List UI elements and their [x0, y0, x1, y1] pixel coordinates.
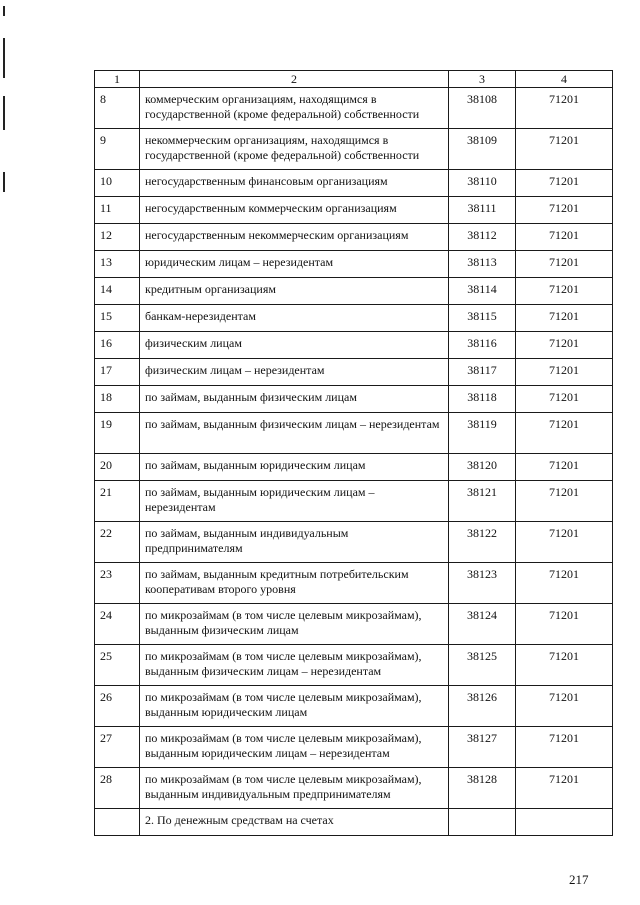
row-symbol: 71201 — [516, 768, 613, 809]
row-number: 14 — [95, 278, 140, 305]
row-name: некоммерческим организациям, находящимся в государственной (кроме федеральной) собственности — [140, 129, 449, 170]
row-name: коммерческим организациям, находящимся в государственной (кроме федеральной) собственности — [140, 88, 449, 129]
row-account: 38115 — [449, 305, 516, 332]
table-row — [95, 454, 613, 481]
row-symbol: 71201 — [516, 413, 613, 454]
row-account: 38124 — [449, 604, 516, 645]
row-number: 26 — [95, 686, 140, 727]
header-col-4: 4 — [516, 71, 613, 88]
row-account: 38108 — [449, 88, 516, 129]
table-row — [95, 224, 613, 251]
header-col-3: 3 — [449, 71, 516, 88]
row-symbol: 71201 — [516, 645, 613, 686]
row-number: 27 — [95, 727, 140, 768]
row-account: 38122 — [449, 522, 516, 563]
table-row — [95, 522, 613, 563]
page-number: 217 — [569, 872, 589, 887]
row-symbol: 71201 — [516, 278, 613, 305]
row-symbol: 71201 — [516, 359, 613, 386]
row-name: по микрозаймам (в том числе целевым микрозаймам), выданным физическим лицам — [140, 604, 449, 645]
row-name: по займам, выданным кредитным потребительским кооперативам второго уровня — [140, 563, 449, 604]
row-name: физическим лицам — [140, 332, 449, 359]
table-row — [95, 278, 613, 305]
table-row — [95, 251, 613, 278]
row-account: 38126 — [449, 686, 516, 727]
row-account: 38121 — [449, 481, 516, 522]
row-number: 20 — [95, 454, 140, 481]
row-number: 21 — [95, 481, 140, 522]
row-number: 11 — [95, 197, 140, 224]
row-account: 38125 — [449, 645, 516, 686]
row-account: 38110 — [449, 170, 516, 197]
row-number: 19 — [95, 413, 140, 454]
row-account: 38116 — [449, 332, 516, 359]
row-account: 38111 — [449, 197, 516, 224]
row-symbol: 71201 — [516, 604, 613, 645]
table-row — [95, 604, 613, 645]
row-number: 25 — [95, 645, 140, 686]
table-row — [95, 305, 613, 332]
table-row — [95, 768, 613, 809]
row-symbol: 71201 — [516, 727, 613, 768]
row-name: кредитным организациям — [140, 278, 449, 305]
row-symbol: 71201 — [516, 224, 613, 251]
row-name: по займам, выданным физическим лицам — [140, 386, 449, 413]
row-name: по микрозаймам (в том числе целевым микрозаймам), выданным юридическим лицам – нерезидентам — [140, 727, 449, 768]
section-heading: 2. По денежным средствам на счетах — [140, 809, 449, 836]
table-header-row — [95, 71, 613, 88]
row-number: 24 — [95, 604, 140, 645]
row-symbol — [516, 809, 613, 836]
row-name: по займам, выданным физическим лицам – нерезидентам — [140, 413, 449, 454]
row-name: по займам, выданным юридическим лицам — [140, 454, 449, 481]
row-name: по займам, выданным индивидуальным предпринимателям — [140, 522, 449, 563]
row-name: негосударственным некоммерческим организациям — [140, 224, 449, 251]
row-symbol: 71201 — [516, 454, 613, 481]
header-col-2: 2 — [140, 71, 449, 88]
row-number: 18 — [95, 386, 140, 413]
row-account: 38120 — [449, 454, 516, 481]
row-account: 38127 — [449, 727, 516, 768]
row-name: по займам, выданным юридическим лицам – нерезидентам — [140, 481, 449, 522]
row-symbol: 71201 — [516, 481, 613, 522]
row-symbol: 71201 — [516, 332, 613, 359]
table-row — [95, 413, 613, 454]
row-account: 38112 — [449, 224, 516, 251]
table-row — [95, 197, 613, 224]
row-account: 38113 — [449, 251, 516, 278]
row-symbol: 71201 — [516, 129, 613, 170]
row-account: 38128 — [449, 768, 516, 809]
row-account: 38117 — [449, 359, 516, 386]
row-number: 8 — [95, 88, 140, 129]
row-symbol: 71201 — [516, 386, 613, 413]
row-account: 38118 — [449, 386, 516, 413]
row-account: 38123 — [449, 563, 516, 604]
scan-edge-mark — [3, 6, 5, 16]
row-name: негосударственным коммерческим организациям — [140, 197, 449, 224]
row-name: по микрозаймам (в том числе целевым микрозаймам), выданным юридическим лицам — [140, 686, 449, 727]
table-row — [95, 359, 613, 386]
row-account: 38114 — [449, 278, 516, 305]
row-account — [449, 809, 516, 836]
scan-edge-mark — [3, 96, 5, 130]
table-row — [95, 129, 613, 170]
table-row — [95, 645, 613, 686]
scan-edge-mark — [3, 38, 5, 78]
row-number — [95, 809, 140, 836]
row-symbol: 71201 — [516, 88, 613, 129]
table-row — [95, 481, 613, 522]
row-symbol: 71201 — [516, 686, 613, 727]
row-symbol: 71201 — [516, 197, 613, 224]
row-number: 16 — [95, 332, 140, 359]
table-row — [95, 809, 613, 836]
row-number: 12 — [95, 224, 140, 251]
row-name: юридическим лицам – нерезидентам — [140, 251, 449, 278]
row-number: 23 — [95, 563, 140, 604]
row-number: 15 — [95, 305, 140, 332]
header-col-1: 1 — [95, 71, 140, 88]
row-name: банкам-нерезидентам — [140, 305, 449, 332]
row-name: по микрозаймам (в том числе целевым микрозаймам), выданным индивидуальным предпринимателям — [140, 768, 449, 809]
row-account: 38119 — [449, 413, 516, 454]
row-name: негосударственным финансовым организациям — [140, 170, 449, 197]
row-number: 10 — [95, 170, 140, 197]
row-symbol: 71201 — [516, 522, 613, 563]
table-row — [95, 386, 613, 413]
accounts-table — [94, 70, 613, 836]
row-account: 38109 — [449, 129, 516, 170]
table-row — [95, 686, 613, 727]
table-row — [95, 727, 613, 768]
table-row — [95, 332, 613, 359]
row-number: 13 — [95, 251, 140, 278]
row-number: 17 — [95, 359, 140, 386]
row-symbol: 71201 — [516, 251, 613, 278]
row-symbol: 71201 — [516, 170, 613, 197]
table-row — [95, 170, 613, 197]
table-row — [95, 563, 613, 604]
row-number: 28 — [95, 768, 140, 809]
row-number: 9 — [95, 129, 140, 170]
scan-edge-mark — [3, 172, 5, 192]
row-symbol: 71201 — [516, 305, 613, 332]
table-row — [95, 88, 613, 129]
row-name: физическим лицам – нерезидентам — [140, 359, 449, 386]
row-name: по микрозаймам (в том числе целевым микрозаймам), выданным физическим лицам – нерезидентам — [140, 645, 449, 686]
row-symbol: 71201 — [516, 563, 613, 604]
row-number: 22 — [95, 522, 140, 563]
